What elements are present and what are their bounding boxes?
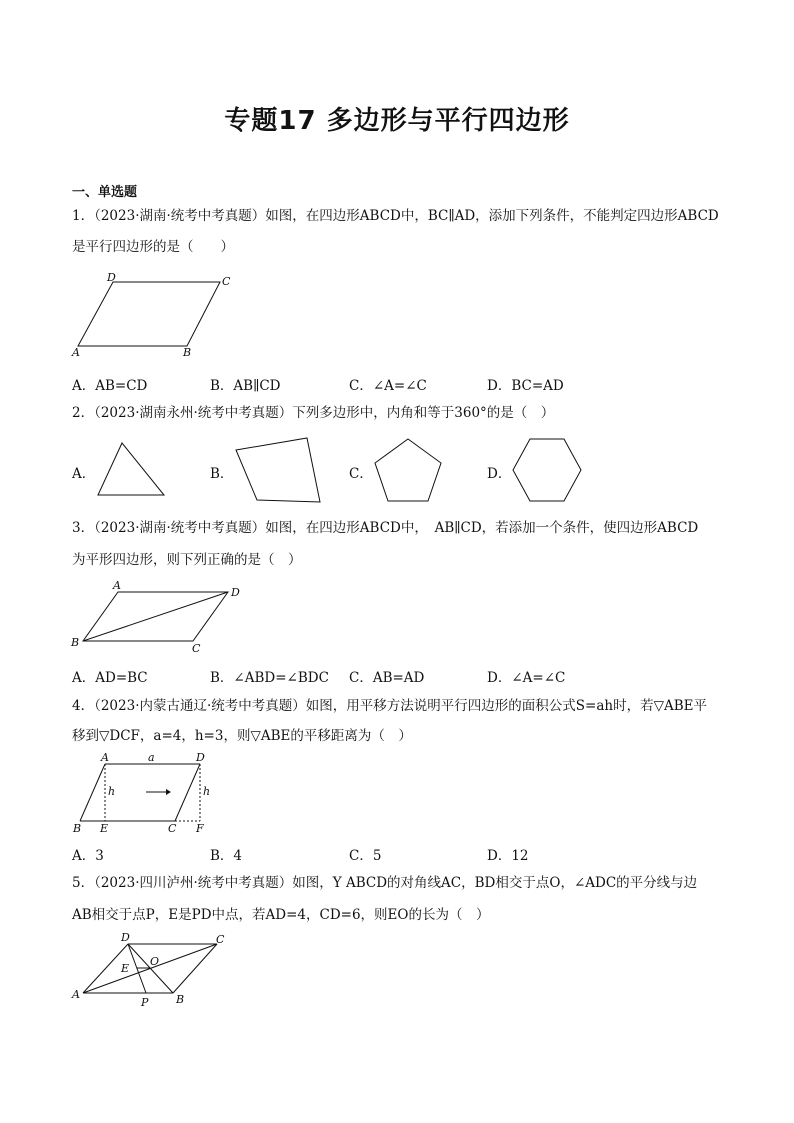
q3-label-b: B — [71, 636, 80, 649]
q4-label-e: E — [100, 822, 109, 835]
q2-option-c[interactable]: C． — [349, 466, 373, 482]
q4-label-h-right: h — [203, 785, 211, 798]
q2-quadrilateral-figure — [233, 436, 325, 506]
q4-option-c[interactable]: C．5 — [349, 848, 382, 864]
q4-label-f: F — [196, 822, 204, 835]
q1-parallelogram-figure — [70, 270, 240, 362]
q4-label-side-a: a — [148, 751, 155, 764]
q5-label-o: O — [150, 955, 160, 968]
q4-label-a: A — [101, 751, 109, 764]
q3-label-c: C — [192, 642, 201, 655]
q3-label-a: A — [113, 579, 121, 592]
q3-parallelogram-figure — [70, 578, 250, 656]
q4-label-h-left: h — [108, 785, 116, 798]
q2-option-b[interactable]: B． — [210, 466, 234, 482]
q5-parallelogram-figure — [70, 928, 240, 1012]
q2-option-a[interactable]: A． — [72, 466, 96, 482]
q1-line2: 是平行四边形的是（ ） — [72, 239, 234, 255]
q3-option-c[interactable]: C．AB=AD — [349, 670, 425, 686]
q4-label-d: D — [196, 751, 205, 764]
q5-label-b: B — [176, 993, 185, 1006]
q5-line1: 5．（2023·四川泸州·统考中考真题）如图，Y ABCD的对角线AC，BD相交于点O，∠ADC的平分线与边 — [72, 875, 698, 891]
q2-pentagon-figure — [372, 436, 444, 504]
q4-option-a[interactable]: A．3 — [72, 848, 104, 864]
q5-label-d: D — [121, 931, 130, 944]
q1-option-d[interactable]: D．BC=AD — [487, 378, 564, 394]
q5-label-a: A — [72, 988, 80, 1001]
q4-label-c: C — [168, 822, 177, 835]
q3-line1: 3．（2023·湖南·统考中考真题）如图，在四边形ABCD中， AB∥CD，若添加一个条件，使四边形ABCD — [72, 520, 699, 536]
q3-option-d[interactable]: D．∠A=∠C — [487, 670, 566, 686]
q1-option-c[interactable]: C．∠A=∠C — [349, 378, 427, 394]
section-heading: 一、单选题 — [72, 185, 138, 200]
q1-label-a: A — [72, 346, 80, 359]
q2-option-d[interactable]: D． — [487, 466, 512, 482]
q3-option-a[interactable]: A．AD=BC — [72, 670, 148, 686]
q3-label-d: D — [231, 586, 240, 599]
q4-label-b: B — [73, 822, 82, 835]
q2-triangle-figure — [95, 440, 167, 498]
q4-option-d[interactable]: D．12 — [487, 848, 529, 864]
q3-option-b[interactable]: B．∠ABD=∠BDC — [210, 670, 329, 686]
q1-option-a[interactable]: A．AB=CD — [72, 378, 148, 394]
q1-line1: 1．（2023·湖南·统考中考真题）如图，在四边形ABCD中，BC∥AD，添加下列条件，不能判定四边形ABCD — [72, 208, 719, 224]
q4-option-b[interactable]: B．4 — [210, 848, 243, 864]
q4-translation-figure — [70, 752, 220, 838]
q4-line1: 4．（2023·内蒙古通辽·统考中考真题）如图，用平移方法说明平行四边形的面积公式S=ah时，若▽ABE平 — [72, 698, 707, 714]
q5-line2: AB相交于点P，E是PD中点，若AD=4，CD=6，则EO的长为（ ） — [72, 907, 490, 923]
q5-label-p: P — [141, 996, 149, 1009]
q5-label-e: E — [121, 962, 130, 975]
q1-label-b: B — [183, 346, 192, 359]
q2-hexagon-figure — [512, 436, 584, 504]
page-title: 专题17 多边形与平行四边形 — [224, 106, 570, 136]
q4-line2: 移到▽DCF，a=4，h=3，则▽ABE的平移距离为（ ） — [72, 728, 412, 744]
q3-line2: 为平形四边形，则下列正确的是（ ） — [72, 552, 302, 568]
q1-label-c: C — [222, 275, 231, 288]
q1-option-b[interactable]: B．AB∥CD — [210, 378, 281, 394]
q5-label-c: C — [216, 933, 225, 946]
q2-line1: 2．（2023·湖南永州·统考中考真题）下列多边形中，内角和等于360°的是（ ） — [72, 405, 555, 421]
q1-label-d: D — [107, 271, 116, 284]
